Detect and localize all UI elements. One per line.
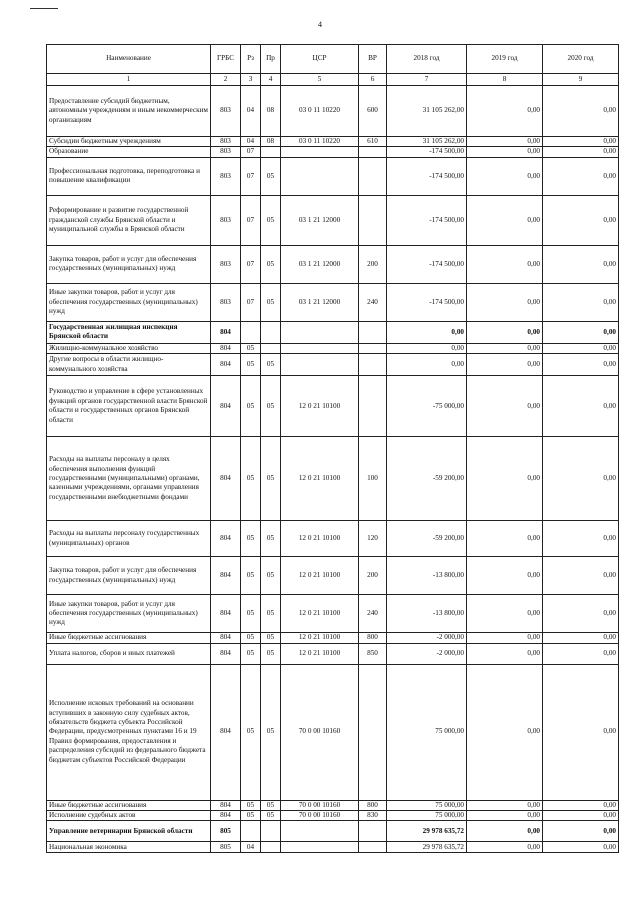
- table-row: [47, 811, 619, 821]
- row-csr: 12 0 21 10100: [281, 557, 359, 595]
- row-2019: 0,00: [467, 195, 543, 245]
- row-rz: 05: [241, 557, 261, 595]
- row-vr: 830: [359, 811, 387, 821]
- row-pr: 05: [261, 800, 281, 810]
- row-vr: 600: [359, 86, 387, 137]
- row-vr: [359, 664, 387, 800]
- row-2020: 0,00: [543, 821, 619, 842]
- row-2018: 0,00: [387, 343, 467, 353]
- row-grbs: 804: [211, 800, 241, 810]
- table-row: [47, 137, 619, 147]
- row-2018: -75 000,00: [387, 376, 467, 437]
- row-vr: 800: [359, 800, 387, 810]
- row-2018: -13 800,00: [387, 595, 467, 633]
- row-csr: 03 0 11 10220: [281, 86, 359, 137]
- row-grbs: 804: [211, 633, 241, 643]
- row-pr: 05: [261, 643, 281, 664]
- row-2020: 0,00: [543, 643, 619, 664]
- row-pr: 05: [261, 557, 281, 595]
- row-rz: 05: [241, 521, 261, 557]
- row-grbs: 804: [211, 664, 241, 800]
- row-rz: 05: [241, 643, 261, 664]
- table-row: [47, 245, 619, 283]
- row-pr: 08: [261, 86, 281, 137]
- row-vr: 120: [359, 521, 387, 557]
- row-rz: 07: [241, 157, 261, 195]
- row-2019: 0,00: [467, 147, 543, 157]
- row-vr: 240: [359, 283, 387, 321]
- table-row: [47, 643, 619, 664]
- row-2018: 29 978 635,72: [387, 821, 467, 842]
- header-rule: [30, 8, 58, 9]
- row-2019: 0,00: [467, 157, 543, 195]
- row-2019: 0,00: [467, 521, 543, 557]
- row-pr: [261, 321, 281, 343]
- table-header-row: [47, 45, 619, 74]
- row-rz: 07: [241, 245, 261, 283]
- row-pr: [261, 821, 281, 842]
- row-2018: -59 200,00: [387, 437, 467, 521]
- row-csr: 12 0 21 10100: [281, 633, 359, 643]
- row-2019: 0,00: [467, 664, 543, 800]
- row-2020: 0,00: [543, 343, 619, 353]
- table-row: [47, 557, 619, 595]
- row-rz: 05: [241, 811, 261, 821]
- row-2018: -2 000,00: [387, 643, 467, 664]
- row-name: Иные закупки товаров, работ и услуг для обеспечения государственных (муниципальных) нужд: [47, 595, 211, 633]
- row-rz: 05: [241, 376, 261, 437]
- table-row: [47, 157, 619, 195]
- table-row: [47, 354, 619, 376]
- col-number: 3: [241, 74, 261, 86]
- row-2018: 0,00: [387, 354, 467, 376]
- row-name: Расходы на выплаты персоналу государственных (муниципальных) органов: [47, 521, 211, 557]
- row-vr: [359, 821, 387, 842]
- table-row: [47, 86, 619, 137]
- row-grbs: 804: [211, 321, 241, 343]
- row-2020: 0,00: [543, 245, 619, 283]
- row-vr: 800: [359, 633, 387, 643]
- row-pr: [261, 147, 281, 157]
- row-name: Национальная экономика: [47, 842, 211, 853]
- row-pr: 08: [261, 137, 281, 147]
- budget-table: [46, 44, 619, 853]
- row-grbs: 804: [211, 376, 241, 437]
- row-2019: 0,00: [467, 557, 543, 595]
- col-header-rz: Рз: [241, 45, 261, 74]
- row-vr: [359, 157, 387, 195]
- table-row: [47, 633, 619, 643]
- row-2020: 0,00: [543, 557, 619, 595]
- row-csr: 03 1 21 12000: [281, 283, 359, 321]
- table-row: [47, 821, 619, 842]
- row-2020: 0,00: [543, 283, 619, 321]
- row-2018: -13 800,00: [387, 557, 467, 595]
- col-number: 7: [387, 74, 467, 86]
- row-2018: -174 500,00: [387, 245, 467, 283]
- row-name: Субсидии бюджетным учреждениям: [47, 137, 211, 147]
- row-name: Закупка товаров, работ и услуг для обеспечения государственных (муниципальных) нужд: [47, 557, 211, 595]
- row-2018: -2 000,00: [387, 633, 467, 643]
- table-row: [47, 521, 619, 557]
- row-pr: 05: [261, 811, 281, 821]
- row-2018: 75 000,00: [387, 811, 467, 821]
- page-number: 4: [318, 20, 322, 29]
- row-csr: [281, 354, 359, 376]
- row-name: Расходы на выплаты персоналу в целях обеспечения выполнения функций государственными (муниципальными) органами, казенными учреждениями, органами управления государственными внебюджетными фондами: [47, 437, 211, 521]
- row-2019: 0,00: [467, 343, 543, 353]
- row-2019: 0,00: [467, 137, 543, 147]
- row-csr: [281, 321, 359, 343]
- row-vr: 240: [359, 595, 387, 633]
- row-pr: 05: [261, 157, 281, 195]
- row-2019: 0,00: [467, 595, 543, 633]
- row-2020: 0,00: [543, 86, 619, 137]
- row-2018: -174 500,00: [387, 157, 467, 195]
- col-number: 4: [261, 74, 281, 86]
- col-header-2018: 2018 год: [387, 45, 467, 74]
- row-grbs: 804: [211, 343, 241, 353]
- row-name: Иные бюджетные ассигнования: [47, 633, 211, 643]
- row-2020: 0,00: [543, 842, 619, 853]
- row-2020: 0,00: [543, 137, 619, 147]
- row-rz: 04: [241, 137, 261, 147]
- row-csr: 03 1 21 12000: [281, 245, 359, 283]
- row-name: Руководство и управление в сфере установленных функций органов государственной власти Брянской области и государственных органов Брянской области: [47, 376, 211, 437]
- col-header-2020: 2020 год: [543, 45, 619, 74]
- row-csr: 12 0 21 10100: [281, 643, 359, 664]
- row-rz: [241, 321, 261, 343]
- row-name: Исполнение судебных актов: [47, 811, 211, 821]
- row-name: Исполнение исковых требований на основании вступивших в законную силу судебных актов, обязательств бюджета субъекта Российской Федерации, предусмотренных пунктами 16 и 19 Правил формирования, предоставления и распределения субсидий из федерального бюджета бюджетам субъектов Российской Федерации: [47, 664, 211, 800]
- row-grbs: 804: [211, 643, 241, 664]
- row-grbs: 803: [211, 245, 241, 283]
- row-csr: 70 0 00 10160: [281, 800, 359, 810]
- row-csr: 12 0 21 10100: [281, 376, 359, 437]
- row-2019: 0,00: [467, 376, 543, 437]
- row-csr: 12 0 21 10100: [281, 437, 359, 521]
- row-2018: 75 000,00: [387, 664, 467, 800]
- row-vr: [359, 195, 387, 245]
- row-2019: 0,00: [467, 283, 543, 321]
- row-name: Иные закупки товаров, работ и услуг для обеспечения государственных (муниципальных) нужд: [47, 283, 211, 321]
- row-rz: 05: [241, 633, 261, 643]
- col-number: 1: [47, 74, 211, 86]
- table-row: [47, 595, 619, 633]
- row-2019: 0,00: [467, 86, 543, 137]
- col-header-pr: Пр: [261, 45, 281, 74]
- row-csr: 03 1 21 12000: [281, 195, 359, 245]
- row-rz: [241, 821, 261, 842]
- row-vr: [359, 376, 387, 437]
- row-csr: [281, 821, 359, 842]
- table-row: [47, 664, 619, 800]
- row-2020: 0,00: [543, 195, 619, 245]
- row-2020: 0,00: [543, 157, 619, 195]
- row-grbs: 803: [211, 283, 241, 321]
- row-vr: [359, 147, 387, 157]
- row-grbs: 805: [211, 842, 241, 853]
- row-2020: 0,00: [543, 354, 619, 376]
- row-2020: 0,00: [543, 147, 619, 157]
- row-name: Государственная жилищная инспекция Брянской области: [47, 321, 211, 343]
- row-csr: 12 0 21 10100: [281, 521, 359, 557]
- row-2020: 0,00: [543, 800, 619, 810]
- row-name: Закупка товаров, работ и услуг для обеспечения государственных (муниципальных) нужд: [47, 245, 211, 283]
- row-csr: 70 0 00 10160: [281, 811, 359, 821]
- row-name: Иные бюджетные ассигнования: [47, 800, 211, 810]
- row-name: Управление ветеринарии Брянской области: [47, 821, 211, 842]
- column-number-row: [47, 74, 619, 86]
- row-rz: 05: [241, 437, 261, 521]
- row-grbs: 803: [211, 157, 241, 195]
- col-number: 8: [467, 74, 543, 86]
- row-vr: [359, 354, 387, 376]
- table-row: [47, 195, 619, 245]
- row-2018: -174 500,00: [387, 283, 467, 321]
- row-grbs: 803: [211, 86, 241, 137]
- row-vr: 850: [359, 643, 387, 664]
- table-row: [47, 842, 619, 853]
- row-rz: 05: [241, 343, 261, 353]
- row-2020: 0,00: [543, 595, 619, 633]
- row-2019: 0,00: [467, 245, 543, 283]
- row-grbs: 803: [211, 195, 241, 245]
- row-name: Жилищно-коммунальное хозяйство: [47, 343, 211, 353]
- col-number: 5: [281, 74, 359, 86]
- row-grbs: 805: [211, 821, 241, 842]
- row-pr: [261, 343, 281, 353]
- row-grbs: 803: [211, 137, 241, 147]
- table-row: [47, 343, 619, 353]
- row-rz: 04: [241, 86, 261, 137]
- row-rz: 07: [241, 283, 261, 321]
- table-row: [47, 321, 619, 343]
- row-pr: 05: [261, 376, 281, 437]
- row-name: Профессиональная подготовка, переподготовка и повышение квалификации: [47, 157, 211, 195]
- col-number: 6: [359, 74, 387, 86]
- row-vr: [359, 321, 387, 343]
- col-header-csr: ЦСР: [281, 45, 359, 74]
- row-2020: 0,00: [543, 321, 619, 343]
- row-2018: 75 000,00: [387, 800, 467, 810]
- row-csr: [281, 842, 359, 853]
- table-row: [47, 437, 619, 521]
- row-2018: 31 105 262,00: [387, 86, 467, 137]
- row-pr: 05: [261, 245, 281, 283]
- row-2020: 0,00: [543, 437, 619, 521]
- row-csr: [281, 147, 359, 157]
- row-csr: 70 0 00 10160: [281, 664, 359, 800]
- row-vr: 200: [359, 245, 387, 283]
- row-csr: 12 0 21 10100: [281, 595, 359, 633]
- row-rz: 05: [241, 664, 261, 800]
- row-grbs: 804: [211, 521, 241, 557]
- table-row: [47, 376, 619, 437]
- row-pr: 05: [261, 595, 281, 633]
- row-2020: 0,00: [543, 521, 619, 557]
- row-csr: 03 0 11 10220: [281, 137, 359, 147]
- row-csr: [281, 157, 359, 195]
- row-pr: 05: [261, 195, 281, 245]
- row-2019: 0,00: [467, 643, 543, 664]
- row-name: Другие вопросы в области жилищно-коммунального хозяйства: [47, 354, 211, 376]
- row-grbs: 804: [211, 595, 241, 633]
- row-2020: 0,00: [543, 664, 619, 800]
- row-grbs: 804: [211, 437, 241, 521]
- col-number: 9: [543, 74, 619, 86]
- row-2020: 0,00: [543, 633, 619, 643]
- row-pr: [261, 842, 281, 853]
- row-pr: 05: [261, 437, 281, 521]
- row-vr: 610: [359, 137, 387, 147]
- col-header-grbs: ГРБС: [211, 45, 241, 74]
- row-2019: 0,00: [467, 811, 543, 821]
- row-2019: 0,00: [467, 321, 543, 343]
- row-rz: 05: [241, 595, 261, 633]
- row-2019: 0,00: [467, 800, 543, 810]
- row-name: Образование: [47, 147, 211, 157]
- row-2018: 0,00: [387, 321, 467, 343]
- row-vr: [359, 343, 387, 353]
- row-rz: 05: [241, 800, 261, 810]
- row-grbs: 804: [211, 811, 241, 821]
- row-2019: 0,00: [467, 821, 543, 842]
- row-2018: 29 978 635,72: [387, 842, 467, 853]
- row-rz: 04: [241, 842, 261, 853]
- row-vr: [359, 842, 387, 853]
- table-row: [47, 800, 619, 810]
- row-2020: 0,00: [543, 376, 619, 437]
- row-2019: 0,00: [467, 354, 543, 376]
- col-header-name: Наименование: [47, 45, 211, 74]
- row-2018: 31 105 262,00: [387, 137, 467, 147]
- row-name: Уплата налогов, сборов и иных платежей: [47, 643, 211, 664]
- row-2018: -174 500,00: [387, 195, 467, 245]
- row-vr: 100: [359, 437, 387, 521]
- row-grbs: 804: [211, 557, 241, 595]
- row-2019: 0,00: [467, 633, 543, 643]
- col-header-2019: 2019 год: [467, 45, 543, 74]
- row-rz: 07: [241, 147, 261, 157]
- row-pr: 05: [261, 664, 281, 800]
- row-pr: 05: [261, 521, 281, 557]
- row-2018: -59 200,00: [387, 521, 467, 557]
- row-grbs: 804: [211, 354, 241, 376]
- row-pr: 05: [261, 354, 281, 376]
- row-rz: 05: [241, 354, 261, 376]
- row-csr: [281, 343, 359, 353]
- col-number: 2: [211, 74, 241, 86]
- row-2019: 0,00: [467, 437, 543, 521]
- row-grbs: 803: [211, 147, 241, 157]
- col-header-vr: ВР: [359, 45, 387, 74]
- row-2018: -174 500,00: [387, 147, 467, 157]
- row-pr: 05: [261, 283, 281, 321]
- row-pr: 05: [261, 633, 281, 643]
- row-2019: 0,00: [467, 842, 543, 853]
- row-name: Реформирование и развитие государственной гражданской службы Брянской области и муниципальной службы в Брянской области: [47, 195, 211, 245]
- row-vr: 200: [359, 557, 387, 595]
- row-rz: 07: [241, 195, 261, 245]
- row-2020: 0,00: [543, 811, 619, 821]
- table-row: [47, 283, 619, 321]
- row-name: Предоставление субсидий бюджетным, автономным учреждениям и иным некоммерческим организациям: [47, 86, 211, 137]
- table-row: [47, 147, 619, 157]
